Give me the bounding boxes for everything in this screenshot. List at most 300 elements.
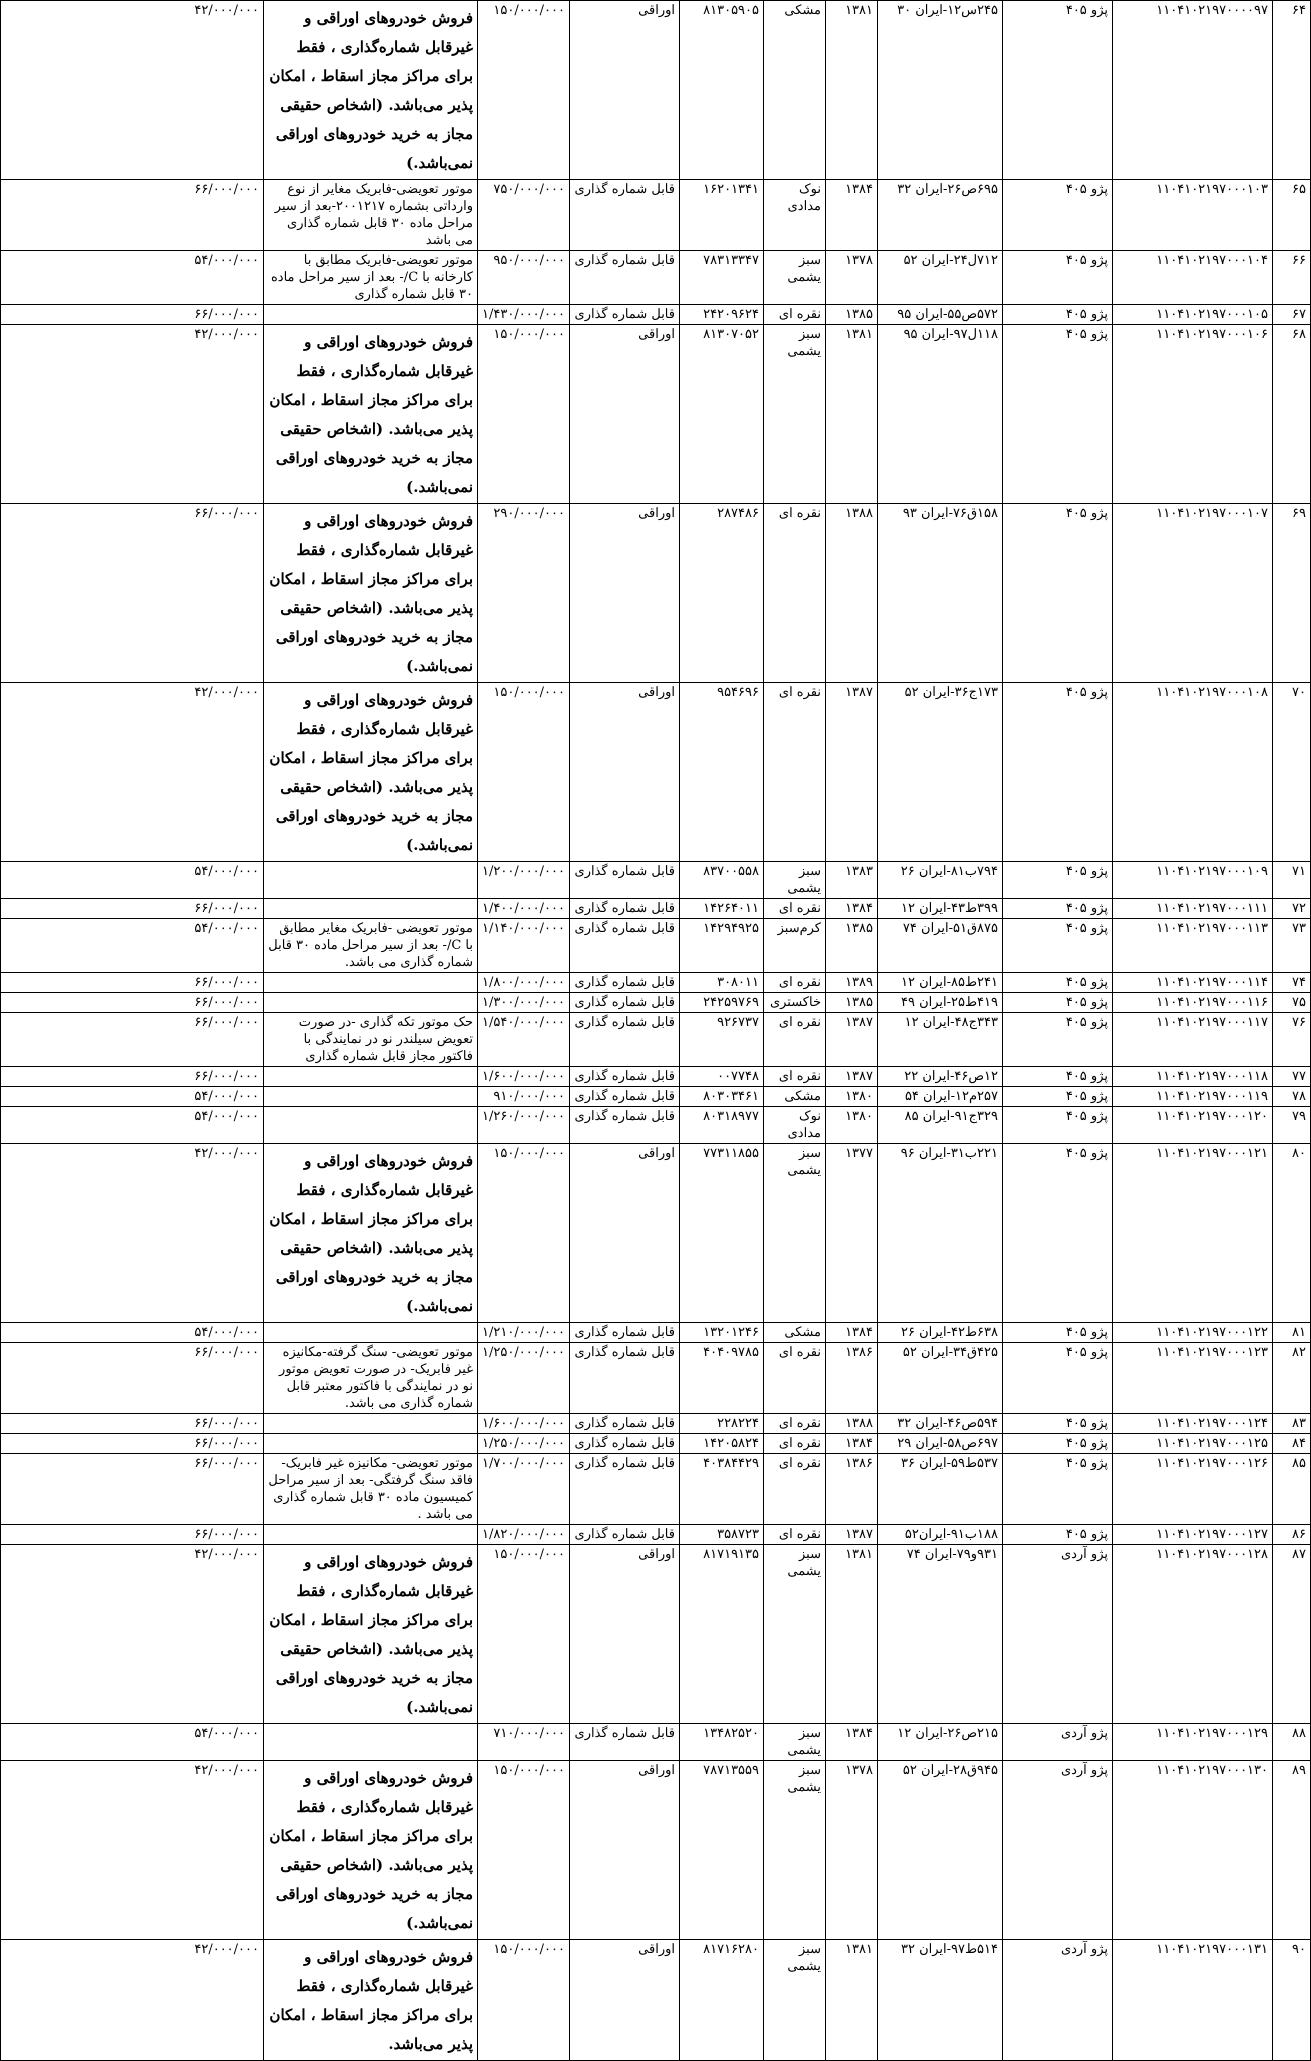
registration-status: اوراقی	[570, 683, 680, 862]
plate-number: ۴۲۵ق۳۴-ایران ۵۲	[878, 1343, 1003, 1414]
deposit-amount: ۵۴/۰۰۰/۰۰۰	[1, 1087, 264, 1107]
registration-status: قابل شماره گذاری	[570, 919, 680, 973]
table-row	[1, 1454, 1311, 1525]
vehicle-model: پژو ۴۰۵	[1003, 1414, 1113, 1434]
vehicle-id: ۱۱۰۴۱۰۲۱۹۷۰۰۰۱۲۲	[1113, 1323, 1273, 1343]
base-price: ۱/۴۰۰/۰۰۰/۰۰۰	[478, 899, 570, 919]
vehicle-model: پژو ۴۰۵	[1003, 1434, 1113, 1454]
engine-number: ۸۰۳۰۳۴۶۱	[680, 1087, 764, 1107]
model-year: ۱۳۸۰	[826, 1107, 878, 1144]
registration-status: قابل شماره گذاری	[570, 862, 680, 899]
vehicle-id: ۱۱۰۴۱۰۲۱۹۷۰۰۰۱۱۶	[1113, 993, 1273, 1013]
vehicle-model: پژو ۴۰۵	[1003, 1087, 1113, 1107]
registration-status: قابل شماره گذاری	[570, 1434, 680, 1454]
base-price: ۱/۸۲۰/۰۰۰/۰۰۰	[478, 1525, 570, 1545]
vehicle-id: ۱۱۰۴۱۰۲۱۹۷۰۰۰۱۱۷	[1113, 1013, 1273, 1067]
deposit-amount: ۴۲/۰۰۰/۰۰۰	[1, 1761, 264, 1940]
table-row	[1, 1545, 1311, 1724]
remarks: فروش خودروهای اوراقی و غیرقابل شماره‌گذاری ، فقط برای مراکز مجاز اسقاط ، امکان پذیر می‌باشد. (اشخاص حقیقی مجاز به خرید خودروهای اوراقی نمی‌باشد.)	[264, 325, 478, 504]
engine-number: ۴۰۳۸۴۴۲۹	[680, 1454, 764, 1525]
vehicle-id: ۱۱۰۴۱۰۲۱۹۷۰۰۰۱۱۳	[1113, 919, 1273, 973]
engine-number: ۷۸۳۱۳۳۴۷	[680, 251, 764, 305]
row-number: ۶۴	[1273, 1, 1311, 180]
remarks: فروش خودروهای اوراقی و غیرقابل شماره‌گذاری ، فقط برای مراکز مجاز اسقاط ، امکان پذیر می‌باشد. (اشخاص حقیقی مجاز به خرید خودروهای اوراقی نمی‌باشد.)	[264, 1, 478, 180]
engine-number: ۱۳۲۰۱۲۴۶	[680, 1323, 764, 1343]
row-number: ۷۱	[1273, 862, 1311, 899]
vehicle-model: پژو ۴۰۵	[1003, 1323, 1113, 1343]
row-number: ۶۶	[1273, 251, 1311, 305]
plate-number: ۲۵۷م۱۲-ایران ۵۴	[878, 1087, 1003, 1107]
engine-number: ۳۵۸۷۲۳	[680, 1525, 764, 1545]
registration-status: قابل شماره گذاری	[570, 180, 680, 251]
engine-number: ۸۱۳۰۷۰۵۲	[680, 325, 764, 504]
remarks	[264, 862, 478, 899]
vehicle-color: نقره ای	[764, 1067, 826, 1087]
plate-number: ۷۹۴ب۸۱-ایران ۲۶	[878, 862, 1003, 899]
row-number: ۶۷	[1273, 305, 1311, 325]
vehicle-color: نقره ای	[764, 1525, 826, 1545]
registration-status: قابل شماره گذاری	[570, 973, 680, 993]
vehicle-model: پژو ۴۰۵	[1003, 1107, 1113, 1144]
registration-status: اوراقی	[570, 1545, 680, 1724]
registration-status: قابل شماره گذاری	[570, 1525, 680, 1545]
vehicle-model: پژو آردی	[1003, 1761, 1113, 1940]
row-number: ۹۰	[1273, 1940, 1311, 2061]
model-year: ۱۳۸۴	[826, 1434, 878, 1454]
deposit-amount: ۶۶/۰۰۰/۰۰۰	[1, 1343, 264, 1414]
model-year: ۱۳۸۵	[826, 993, 878, 1013]
vehicle-id: ۱۱۰۴۱۰۲۱۹۷۰۰۰۱۱۸	[1113, 1067, 1273, 1087]
engine-number: ۹۵۴۶۹۶	[680, 683, 764, 862]
plate-number: ۳۹۹ط۴۳-ایران ۱۲	[878, 899, 1003, 919]
remarks: فروش خودروهای اوراقی و غیرقابل شماره‌گذاری ، فقط برای مراکز مجاز اسقاط ، امکان پذیر می‌باشد. (اشخاص حقیقی مجاز به خرید خودروهای اوراقی نمی‌باشد.)	[264, 683, 478, 862]
base-price: ۱/۵۴۰/۰۰۰/۰۰۰	[478, 1013, 570, 1067]
remarks: فروش خودروهای اوراقی و غیرقابل شماره‌گذاری ، فقط برای مراکز مجاز اسقاط ، امکان پذیر می‌باشد. (اشخاص حقیقی مجاز به خرید خودروهای اوراقی نمی‌باشد.)	[264, 1761, 478, 1940]
deposit-amount: ۵۴/۰۰۰/۰۰۰	[1, 251, 264, 305]
table-row	[1, 1323, 1311, 1343]
vehicle-model: پژو ۴۰۵	[1003, 1454, 1113, 1525]
model-year: ۱۳۸۹	[826, 973, 878, 993]
deposit-amount: ۴۲/۰۰۰/۰۰۰	[1, 1, 264, 180]
engine-number: ۱۶۲۰۱۳۴۱	[680, 180, 764, 251]
engine-number: ۱۴۲۶۴۰۱۱	[680, 899, 764, 919]
vehicle-id: ۱۱۰۴۱۰۲۱۹۷۰۰۰۱۱۴	[1113, 973, 1273, 993]
row-number: ۸۶	[1273, 1525, 1311, 1545]
engine-number: ۸۰۳۱۸۹۷۷	[680, 1107, 764, 1144]
table-row	[1, 862, 1311, 899]
vehicle-id: ۱۱۰۴۱۰۲۱۹۷۰۰۰۱۰۹	[1113, 862, 1273, 899]
base-price: ۱۵۰/۰۰۰/۰۰۰	[478, 1545, 570, 1724]
vehicle-model: پژو ۴۰۵	[1003, 325, 1113, 504]
table-row	[1, 180, 1311, 251]
deposit-amount: ۵۴/۰۰۰/۰۰۰	[1, 1107, 264, 1144]
vehicle-color: نقره ای	[764, 1434, 826, 1454]
table-row	[1, 1, 1311, 180]
row-number: ۸۲	[1273, 1343, 1311, 1414]
remarks: فروش خودروهای اوراقی و غیرقابل شماره‌گذاری ، فقط برای مراکز مجاز اسقاط ، امکان پذیر می‌باشد. (اشخاص حقیقی مجاز به خرید خودروهای اوراقی نمی‌باشد.)	[264, 504, 478, 683]
registration-status: قابل شماره گذاری	[570, 1454, 680, 1525]
remarks	[264, 1087, 478, 1107]
registration-status: اوراقی	[570, 504, 680, 683]
plate-number: ۲۱۵ص۲۶-ایران ۱۲	[878, 1724, 1003, 1761]
table-row	[1, 1107, 1311, 1144]
plate-number: ۹۴۵ق۲۸-ایران ۵۲	[878, 1761, 1003, 1940]
registration-status: قابل شماره گذاری	[570, 1724, 680, 1761]
remarks	[264, 899, 478, 919]
base-price: ۲۹۰/۰۰۰/۰۰۰	[478, 504, 570, 683]
vehicle-model: پژو آردی	[1003, 1724, 1113, 1761]
engine-number: ۸۱۳۰۵۹۰۵	[680, 1, 764, 180]
model-year: ۱۳۷۸	[826, 1761, 878, 1940]
deposit-amount: ۵۴/۰۰۰/۰۰۰	[1, 1323, 264, 1343]
vehicle-color: نقره ای	[764, 973, 826, 993]
plate-number: ۲۲۱ب۳۱-ایران ۹۶	[878, 1144, 1003, 1323]
vehicle-color: سبز یشمی	[764, 1144, 826, 1323]
row-number: ۷۲	[1273, 899, 1311, 919]
deposit-amount: ۴۲/۰۰۰/۰۰۰	[1, 1545, 264, 1724]
table-row	[1, 899, 1311, 919]
vehicle-model: پژو ۴۰۵	[1003, 1, 1113, 180]
row-number: ۷۴	[1273, 973, 1311, 993]
table-body	[1, 1, 1311, 2061]
engine-number: ۱۴۲۹۴۹۲۵	[680, 919, 764, 973]
remarks	[264, 1107, 478, 1144]
registration-status: قابل شماره گذاری	[570, 1087, 680, 1107]
vehicle-id: ۱۱۰۴۱۰۲۱۹۷۰۰۰۱۰۸	[1113, 683, 1273, 862]
row-number: ۷۹	[1273, 1107, 1311, 1144]
base-price: ۹۱۰/۰۰۰/۰۰۰	[478, 1087, 570, 1107]
engine-number: ۱۳۴۸۲۵۲۰	[680, 1724, 764, 1761]
deposit-amount: ۵۴/۰۰۰/۰۰۰	[1, 862, 264, 899]
model-year: ۱۳۸۷	[826, 1067, 878, 1087]
deposit-amount: ۴۲/۰۰۰/۰۰۰	[1, 1144, 264, 1323]
vehicle-model: پژو آردی	[1003, 1940, 1113, 2061]
row-number: ۶۸	[1273, 325, 1311, 504]
table-row	[1, 1013, 1311, 1067]
base-price: ۹۵۰/۰۰۰/۰۰۰	[478, 251, 570, 305]
vehicle-id: ۱۱۰۴۱۰۲۱۹۷۰۰۰۱۲۹	[1113, 1724, 1273, 1761]
vehicle-id: ۱۱۰۴۱۰۲۱۹۷۰۰۰۱۱۹	[1113, 1087, 1273, 1107]
model-year: ۱۳۸۵	[826, 919, 878, 973]
base-price: ۱/۲۶۰/۰۰۰/۰۰۰	[478, 1107, 570, 1144]
vehicle-id: ۱۱۰۴۱۰۲۱۹۷۰۰۰۱۳۰	[1113, 1761, 1273, 1940]
plate-number: ۶۳۸ط۴۲-ایران ۲۶	[878, 1323, 1003, 1343]
base-price: ۱۵۰/۰۰۰/۰۰۰	[478, 683, 570, 862]
engine-number: ۷۷۳۱۱۸۵۵	[680, 1144, 764, 1323]
deposit-amount: ۶۶/۰۰۰/۰۰۰	[1, 1414, 264, 1434]
deposit-amount: ۶۶/۰۰۰/۰۰۰	[1, 899, 264, 919]
model-year: ۱۳۸۴	[826, 899, 878, 919]
vehicle-id: ۱۱۰۴۱۰۲۱۹۷۰۰۰۱۳۱	[1113, 1940, 1273, 2061]
vehicle-model: پژو ۴۰۵	[1003, 919, 1113, 973]
vehicle-color: مشکی	[764, 1087, 826, 1107]
vehicle-model: پژو ۴۰۵	[1003, 683, 1113, 862]
engine-number: ۸۱۷۱۶۲۸۰	[680, 1940, 764, 2061]
engine-number: ۲۲۸۲۲۴	[680, 1414, 764, 1434]
plate-number: ۵۳۷ط۵۹-ایران ۳۶	[878, 1454, 1003, 1525]
vehicle-id: ۱۱۰۴۱۰۲۱۹۷۰۰۰۱۲۴	[1113, 1414, 1273, 1434]
model-year: ۱۳۸۷	[826, 1525, 878, 1545]
plate-number: ۵۱۴ط۹۷-ایران ۳۲	[878, 1940, 1003, 2061]
base-price: ۱/۲۵۰/۰۰۰/۰۰۰	[478, 1434, 570, 1454]
base-price: ۷۵۰/۰۰۰/۰۰۰	[478, 180, 570, 251]
vehicle-id: ۱۱۰۴۱۰۲۱۹۷۰۰۰۱۲۷	[1113, 1525, 1273, 1545]
deposit-amount: ۶۶/۰۰۰/۰۰۰	[1, 1525, 264, 1545]
registration-status: اوراقی	[570, 1761, 680, 1940]
vehicle-id: ۱۱۰۴۱۰۲۱۹۷۰۰۰۱۰۵	[1113, 305, 1273, 325]
registration-status: قابل شماره گذاری	[570, 1013, 680, 1067]
deposit-amount: ۴۲/۰۰۰/۰۰۰	[1, 325, 264, 504]
vehicle-id: ۱۱۰۴۱۰۲۱۹۷۰۰۰۱۲۰	[1113, 1107, 1273, 1144]
model-year: ۱۳۸۱	[826, 1545, 878, 1724]
model-year: ۱۳۸۴	[826, 1724, 878, 1761]
remarks	[264, 1067, 478, 1087]
remarks: حک موتور تکه گذاری -در صورت تعویض سیلندر نو در نمایندگی با فاکتور مجاز قابل شماره گذاری	[264, 1013, 478, 1067]
registration-status: قابل شماره گذاری	[570, 1323, 680, 1343]
engine-number: ۷۸۷۱۳۵۵۹	[680, 1761, 764, 1940]
table-row	[1, 251, 1311, 305]
vehicle-color: نقره ای	[764, 899, 826, 919]
remarks: موتور تعویضی-فابریک مغایر از نوع وارداتی بشماره ۲۰۰۱۲۱۷-بعد از سیر مراحل ماده ۳۰ قابل شماره گذاری می باشد	[264, 180, 478, 251]
row-number: ۷۸	[1273, 1087, 1311, 1107]
base-price: ۱/۶۰۰/۰۰۰/۰۰۰	[478, 1067, 570, 1087]
plate-number: ۱۸۸ب۹۱-ایران۵۲	[878, 1525, 1003, 1545]
vehicle-model: پژو ۴۰۵	[1003, 862, 1113, 899]
deposit-amount: ۵۴/۰۰۰/۰۰۰	[1, 919, 264, 973]
row-number: ۸۴	[1273, 1434, 1311, 1454]
row-number: ۸۱	[1273, 1323, 1311, 1343]
vehicle-model: پژو ۴۰۵	[1003, 1144, 1113, 1323]
vehicle-id: ۱۱۰۴۱۰۲۱۹۷۰۰۰۱۰۶	[1113, 325, 1273, 504]
registration-status: اوراقی	[570, 1144, 680, 1323]
base-price: ۱۵۰/۰۰۰/۰۰۰	[478, 1761, 570, 1940]
vehicle-model: پژو ۴۰۵	[1003, 305, 1113, 325]
remarks	[264, 973, 478, 993]
vehicle-color: سبز یشمی	[764, 1761, 826, 1940]
remarks: موتور تعویضی- سنگ گرفته-مکانیزه غیر فابریک- در صورت تعویض موتور نو در نمایندگی با فاکتور معتبر قابل شماره گذاری می باشد.	[264, 1343, 478, 1414]
base-price: ۱/۸۰۰/۰۰۰/۰۰۰	[478, 973, 570, 993]
engine-number: ۲۴۲۰۹۶۲۴	[680, 305, 764, 325]
engine-number: ۳۰۸۰۱۱	[680, 973, 764, 993]
model-year: ۱۳۷۸	[826, 251, 878, 305]
engine-number: ۲۸۷۴۸۶	[680, 504, 764, 683]
vehicle-id: ۱۱۰۴۱۰۲۱۹۷۰۰۰۱۲۸	[1113, 1545, 1273, 1724]
table-row	[1, 683, 1311, 862]
row-number: ۸۵	[1273, 1454, 1311, 1525]
deposit-amount: ۶۶/۰۰۰/۰۰۰	[1, 1454, 264, 1525]
vehicle-model: پژو ۴۰۵	[1003, 993, 1113, 1013]
vehicle-color: سبز یشمی	[764, 862, 826, 899]
vehicle-model: پژو ۴۰۵	[1003, 1013, 1113, 1067]
remarks	[264, 993, 478, 1013]
table-row	[1, 1087, 1311, 1107]
model-year: ۱۳۸۴	[826, 1323, 878, 1343]
vehicle-color: نقره ای	[764, 1414, 826, 1434]
model-year: ۱۳۸۸	[826, 1414, 878, 1434]
registration-status: اوراقی	[570, 325, 680, 504]
model-year: ۱۳۸۵	[826, 305, 878, 325]
vehicle-color: سبز یشمی	[764, 1724, 826, 1761]
vehicle-color: نقره ای	[764, 1343, 826, 1414]
deposit-amount: ۶۶/۰۰۰/۰۰۰	[1, 1013, 264, 1067]
vehicle-color: نقره ای	[764, 504, 826, 683]
deposit-amount: ۶۶/۰۰۰/۰۰۰	[1, 993, 264, 1013]
model-year: ۱۳۸۱	[826, 1, 878, 180]
deposit-amount: ۶۶/۰۰۰/۰۰۰	[1, 973, 264, 993]
base-price: ۱/۴۳۰/۰۰۰/۰۰۰	[478, 305, 570, 325]
plate-number: ۱۵۸ق۷۶-ایران ۹۳	[878, 504, 1003, 683]
table-row	[1, 1761, 1311, 1940]
table-row	[1, 973, 1311, 993]
vehicle-id: ۱۱۰۴۱۰۲۱۹۷۰۰۰۱۰۷	[1113, 504, 1273, 683]
deposit-amount: ۶۶/۰۰۰/۰۰۰	[1, 180, 264, 251]
deposit-amount: ۵۴/۰۰۰/۰۰۰	[1, 1724, 264, 1761]
base-price: ۱۵۰/۰۰۰/۰۰۰	[478, 1144, 570, 1323]
registration-status: قابل شماره گذاری	[570, 993, 680, 1013]
vehicle-color: سبز یشمی	[764, 1940, 826, 2061]
table-row	[1, 305, 1311, 325]
remarks: موتور تعویضی-فابریک مطابق با کارخانه با C/- بعد از سیر مراحل ماده ۳۰ قابل شماره گذاری	[264, 251, 478, 305]
vehicle-id: ۱۱۰۴۱۰۲۱۹۷۰۰۰۱۰۳	[1113, 180, 1273, 251]
vehicle-color: نوک مدادی	[764, 180, 826, 251]
table-row	[1, 1434, 1311, 1454]
registration-status: قابل شماره گذاری	[570, 305, 680, 325]
plate-number: ۹۳۱و۷۹-ایران ۷۴	[878, 1545, 1003, 1724]
model-year: ۱۳۸۰	[826, 1087, 878, 1107]
vehicle-model: پژو ۴۰۵	[1003, 504, 1113, 683]
row-number: ۷۶	[1273, 1013, 1311, 1067]
table-row	[1, 504, 1311, 683]
vehicle-color: مشکی	[764, 1, 826, 180]
vehicle-model: پژو ۴۰۵	[1003, 180, 1113, 251]
vehicle-color: مشکی	[764, 1323, 826, 1343]
registration-status: اوراقی	[570, 1, 680, 180]
model-year: ۱۳۸۱	[826, 325, 878, 504]
vehicle-model: پژو آردی	[1003, 1545, 1113, 1724]
engine-number: ۰۰۷۷۴۸	[680, 1067, 764, 1087]
model-year: ۱۳۸۱	[826, 1940, 878, 2061]
row-number: ۸۸	[1273, 1724, 1311, 1761]
remarks: فروش خودروهای اوراقی و غیرقابل شماره‌گذاری ، فقط برای مراکز مجاز اسقاط ، امکان پذیر می‌باشد.	[264, 1940, 478, 2061]
remarks	[264, 1724, 478, 1761]
vehicle-id: ۱۱۰۴۱۰۲۱۹۷۰۰۰۱۰۴	[1113, 251, 1273, 305]
base-price: ۱/۱۴۰/۰۰۰/۰۰۰	[478, 919, 570, 973]
plate-number: ۵۷۲ص۵۵-ایران ۹۵	[878, 305, 1003, 325]
plate-number: ۱۲ص۴۶-ایران ۲۲	[878, 1067, 1003, 1087]
engine-number: ۴۰۴۰۹۷۸۵	[680, 1343, 764, 1414]
plate-number: ۵۹۴ص۴۶-ایران ۳۲	[878, 1414, 1003, 1434]
vehicle-id: ۱۱۰۴۱۰۲۱۹۷۰۰۰۱۲۳	[1113, 1343, 1273, 1414]
table-row	[1, 1724, 1311, 1761]
plate-number: ۳۲۹ج۹۱-ایران ۸۵	[878, 1107, 1003, 1144]
plate-number: ۳۴۳ج۴۸-ایران ۱۲	[878, 1013, 1003, 1067]
plate-number: ۶۹۵ص۲۶-ایران ۳۲	[878, 180, 1003, 251]
model-year: ۱۳۸۸	[826, 504, 878, 683]
registration-status: قابل شماره گذاری	[570, 1343, 680, 1414]
remarks	[264, 1525, 478, 1545]
remarks	[264, 1414, 478, 1434]
engine-number: ۹۲۶۷۳۷	[680, 1013, 764, 1067]
vehicle-model: پژو ۴۰۵	[1003, 1343, 1113, 1414]
vehicle-color: سبز یشمی	[764, 325, 826, 504]
table-row	[1, 1144, 1311, 1323]
base-price: ۱/۲۰۰/۰۰۰/۰۰۰	[478, 862, 570, 899]
vehicle-id: ۱۱۰۴۱۰۲۱۹۷۰۰۰۱۱۱	[1113, 899, 1273, 919]
table-row	[1, 1414, 1311, 1434]
base-price: ۱/۷۰۰/۰۰۰/۰۰۰	[478, 1454, 570, 1525]
engine-number: ۱۴۲۰۵۸۲۴	[680, 1434, 764, 1454]
base-price: ۱۵۰/۰۰۰/۰۰۰	[478, 1, 570, 180]
base-price: ۷۱۰/۰۰۰/۰۰۰	[478, 1724, 570, 1761]
table-row	[1, 1940, 1311, 2061]
model-year: ۱۳۸۶	[826, 1343, 878, 1414]
vehicle-color: سبز یشمی	[764, 251, 826, 305]
row-number: ۶۵	[1273, 180, 1311, 251]
vehicle-color: نقره ای	[764, 305, 826, 325]
deposit-amount: ۴۲/۰۰۰/۰۰۰	[1, 1940, 264, 2061]
deposit-amount: ۶۶/۰۰۰/۰۰۰	[1, 504, 264, 683]
base-price: ۱/۳۰۰/۰۰۰/۰۰۰	[478, 993, 570, 1013]
model-year: ۱۳۸۷	[826, 1013, 878, 1067]
remarks	[264, 305, 478, 325]
table-row	[1, 1067, 1311, 1087]
row-number: ۷۰	[1273, 683, 1311, 862]
base-price: ۱/۲۱۰/۰۰۰/۰۰۰	[478, 1323, 570, 1343]
model-year: ۱۳۸۷	[826, 683, 878, 862]
vehicle-model: پژو ۴۰۵	[1003, 251, 1113, 305]
registration-status: قابل شماره گذاری	[570, 1107, 680, 1144]
row-number: ۸۷	[1273, 1545, 1311, 1724]
vehicle-model: پژو ۴۰۵	[1003, 1067, 1113, 1087]
row-number: ۶۹	[1273, 504, 1311, 683]
model-year: ۱۳۸۶	[826, 1454, 878, 1525]
registration-status: اوراقی	[570, 1940, 680, 2061]
plate-number: ۸۷۵ق۵۱-ایران ۷۴	[878, 919, 1003, 973]
registration-status: قابل شماره گذاری	[570, 1067, 680, 1087]
vehicle-color: کرم‌سبز	[764, 919, 826, 973]
base-price: ۱/۶۰۰/۰۰۰/۰۰۰	[478, 1414, 570, 1434]
vehicle-id: ۱۱۰۴۱۰۲۱۹۷۰۰۰۱۲۶	[1113, 1454, 1273, 1525]
engine-number: ۲۴۲۵۹۷۶۹	[680, 993, 764, 1013]
base-price: ۱۵۰/۰۰۰/۰۰۰	[478, 1940, 570, 2061]
table-row	[1, 993, 1311, 1013]
plate-number: ۲۴۱ط۸۵-ایران ۱۲	[878, 973, 1003, 993]
plate-number: ۶۹۷ص۵۸-ایران ۲۹	[878, 1434, 1003, 1454]
row-number: ۷۳	[1273, 919, 1311, 973]
base-price: ۱۵۰/۰۰۰/۰۰۰	[478, 325, 570, 504]
deposit-amount: ۶۶/۰۰۰/۰۰۰	[1, 1067, 264, 1087]
plate-number: ۱۷۳ج۳۶-ایران ۵۲	[878, 683, 1003, 862]
table-row	[1, 1525, 1311, 1545]
deposit-amount: ۶۶/۰۰۰/۰۰۰	[1, 1434, 264, 1454]
table-row	[1, 919, 1311, 973]
vehicle-color: سبز یشمی	[764, 1545, 826, 1724]
vehicle-color: نقره ای	[764, 1013, 826, 1067]
vehicle-model: پژو ۴۰۵	[1003, 899, 1113, 919]
vehicle-color: نقره ای	[764, 1454, 826, 1525]
deposit-amount: ۴۲/۰۰۰/۰۰۰	[1, 683, 264, 862]
row-number: ۸۳	[1273, 1414, 1311, 1434]
vehicle-id: ۱۱۰۴۱۰۲۱۹۷۰۰۰۱۲۵	[1113, 1434, 1273, 1454]
remarks: فروش خودروهای اوراقی و غیرقابل شماره‌گذاری ، فقط برای مراکز مجاز اسقاط ، امکان پذیر می‌باشد. (اشخاص حقیقی مجاز به خرید خودروهای اوراقی نمی‌باشد.)	[264, 1144, 478, 1323]
remarks: موتور تعویضی- مکانیزه غیر فابریک- فاقد سنگ گرفتگی- بعد از سیر مراحل کمیسیون ماده ۳۰ قابل شماره گذاری می باشد .	[264, 1454, 478, 1525]
registration-status: قابل شماره گذاری	[570, 251, 680, 305]
row-number: ۸۹	[1273, 1761, 1311, 1940]
plate-number: ۱۱۸ل۹۷-ایران ۹۵	[878, 325, 1003, 504]
registration-status: قابل شماره گذاری	[570, 899, 680, 919]
model-year: ۱۳۸۴	[826, 180, 878, 251]
remarks	[264, 1323, 478, 1343]
